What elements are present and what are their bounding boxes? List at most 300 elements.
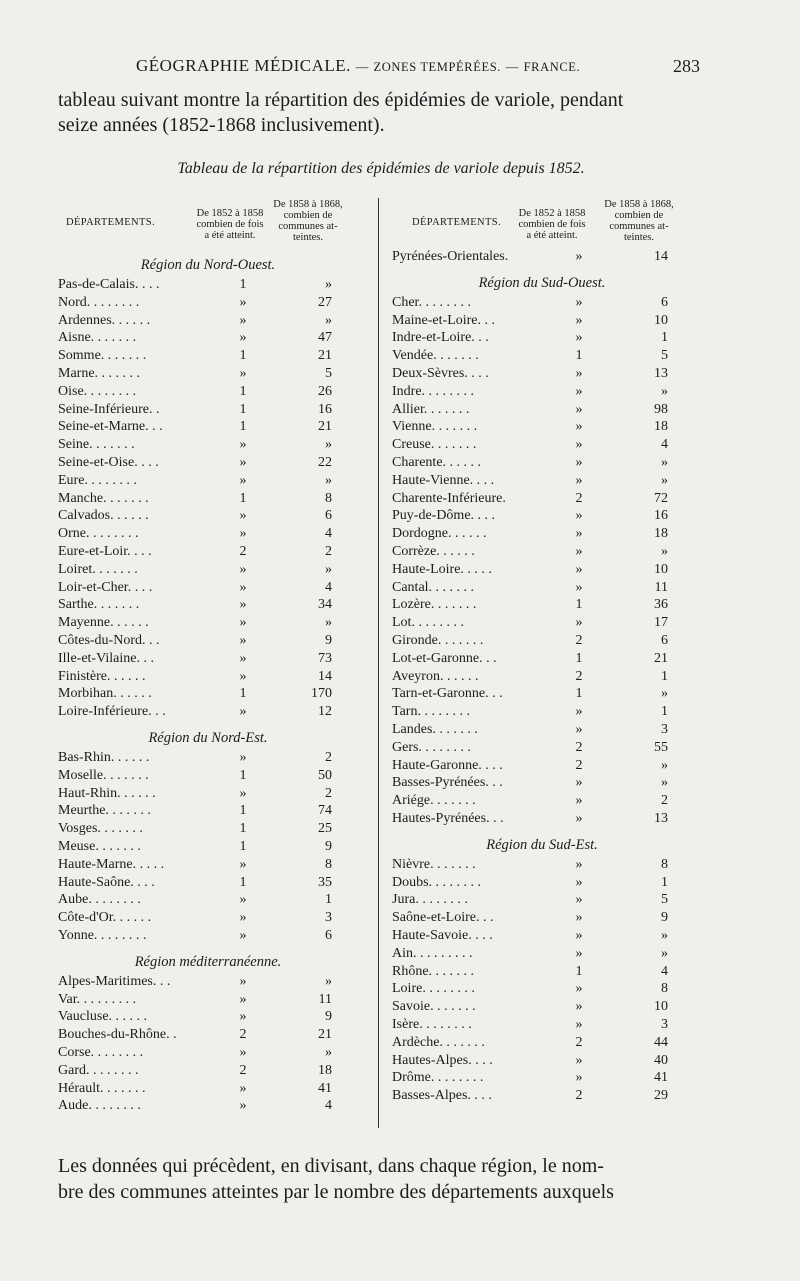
communes-1858-1868: 11	[654, 579, 668, 595]
department-name: Vienne. . . . . . .	[392, 419, 478, 435]
epidemics-1852-1858: 2	[575, 490, 583, 506]
department-name: Seine-et-Oise. . . .	[58, 455, 159, 470]
communes-1858-1868: 6	[661, 294, 668, 310]
department-name: Haute-Loire. . . . .	[392, 561, 492, 577]
right-column-headers	[386, 199, 704, 245]
epidemics-1852-1858: »	[575, 294, 583, 310]
table-row	[58, 768, 358, 786]
communes-1858-1868: 10	[654, 999, 668, 1015]
table-row	[392, 651, 692, 669]
communes-1858-1868: 74	[318, 803, 332, 819]
table-row	[58, 704, 358, 722]
header-col2-line: communes at-	[609, 221, 669, 232]
department-name: Corrèze. . . . . .	[392, 544, 475, 559]
epidemics-1852-1858: »	[239, 633, 247, 648]
department-name: Calvados. . . . . .	[58, 508, 149, 524]
department-name: Vendée. . . . . . .	[392, 348, 479, 364]
epidemics-1852-1858: »	[575, 544, 583, 559]
communes-1858-1868: 4	[325, 1098, 332, 1114]
communes-1858-1868: 72	[654, 490, 668, 506]
communes-1858-1868: 16	[318, 401, 332, 417]
table-row	[58, 1063, 358, 1081]
epidemics-1852-1858: »	[575, 526, 583, 542]
column-divider	[378, 198, 379, 1128]
epidemics-1852-1858: 1	[239, 839, 247, 854]
communes-1858-1868: 18	[654, 419, 668, 435]
epidemics-1852-1858: »	[239, 704, 247, 720]
communes-1858-1868: 1	[661, 668, 668, 684]
epidemics-1852-1858: »	[575, 508, 583, 524]
epidemics-1852-1858: »	[575, 945, 583, 961]
department-name: Eure. . . . . . . .	[58, 472, 137, 488]
intro-line: tableau suivant montre la répartition des épidémies de variole, pendant	[58, 89, 624, 111]
header-col2	[598, 199, 680, 243]
communes-1858-1868: »	[661, 544, 668, 559]
table-row	[58, 992, 358, 1010]
epidemics-1852-1858: »	[239, 1080, 247, 1096]
table-row	[392, 249, 692, 267]
communes-1858-1868: 40	[654, 1052, 668, 1068]
epidemics-1852-1858: »	[575, 793, 583, 809]
epidemics-1852-1858: 1	[239, 277, 247, 292]
epidemics-1852-1858: »	[575, 419, 583, 435]
communes-1858-1868: »	[325, 277, 332, 292]
table-row	[392, 544, 692, 562]
communes-1858-1868: 21	[654, 650, 668, 666]
header-col2-line: communes at-	[278, 221, 338, 232]
department-name: Ille-et-Vilaine. . .	[58, 650, 154, 666]
department-name: Nièvre. . . . . . .	[392, 856, 476, 872]
communes-1858-1868: »	[325, 472, 332, 488]
department-name: Gers. . . . . . . .	[392, 739, 471, 755]
epidemics-1852-1858: »	[239, 1045, 247, 1060]
closing-paragraph	[58, 1153, 704, 1205]
epidemics-1852-1858: 1	[239, 348, 247, 364]
department-name: Alpes-Maritimes. . .	[58, 973, 171, 989]
table-row	[58, 974, 358, 992]
table-row	[392, 686, 692, 704]
header-col1-line: combien de fois	[518, 219, 586, 230]
epidemics-1852-1858: »	[239, 472, 247, 488]
table-row	[58, 928, 358, 946]
table-row	[58, 686, 358, 704]
communes-1858-1868: »	[661, 455, 668, 470]
table-row	[58, 1045, 358, 1063]
epidemics-1852-1858: 1	[575, 348, 583, 364]
header-col2-line: teintes.	[292, 232, 324, 243]
table-row	[392, 455, 692, 473]
epidemics-1852-1858: 2	[575, 739, 583, 755]
table-row	[392, 384, 692, 402]
department-name: Aisne. . . . . . .	[58, 330, 137, 346]
communes-1858-1868: 73	[318, 650, 332, 666]
department-name: Nord. . . . . . . .	[58, 294, 140, 310]
epidemics-1852-1858: »	[239, 437, 247, 453]
table-row	[392, 722, 692, 740]
table-row	[58, 348, 358, 366]
department-name: Haute-Marne. . . . .	[58, 856, 165, 872]
department-name: Yonne. . . . . . . .	[58, 928, 147, 943]
table-row	[392, 669, 692, 687]
department-name: Seine. . . . . . .	[58, 437, 135, 453]
communes-1858-1868: 10	[654, 312, 668, 328]
epidemics-1852-1858: »	[239, 455, 247, 470]
communes-1858-1868: 1	[661, 330, 668, 346]
department-name: Tarn. . . . . . . .	[392, 704, 470, 720]
department-name: Lot. . . . . . . .	[392, 615, 464, 631]
communes-1858-1868: 2	[661, 793, 668, 809]
communes-1858-1868: 22	[318, 455, 332, 470]
communes-1858-1868: 9	[325, 1009, 332, 1025]
communes-1858-1868: 8	[325, 490, 332, 506]
table-row	[392, 758, 692, 776]
department-name: Loire. . . . . . . .	[392, 981, 475, 997]
epidemics-1852-1858: »	[575, 704, 583, 720]
header-col2-line: teintes.	[623, 232, 655, 243]
header-country: FRANCE.	[523, 60, 581, 74]
header-col1-line: combien de fois	[196, 219, 264, 230]
table-row	[58, 821, 358, 839]
communes-1858-1868: 34	[318, 597, 332, 613]
epidemics-1852-1858: »	[575, 472, 583, 488]
department-name: Gironde. . . . . . .	[392, 633, 484, 648]
epidemics-1852-1858: »	[575, 579, 583, 595]
table-row	[58, 1027, 358, 1045]
region-heading: Région du Nord-Est.	[148, 730, 268, 746]
table-row	[392, 981, 692, 999]
epidemics-1852-1858: 1	[239, 490, 247, 506]
communes-1858-1868: 10	[654, 561, 668, 577]
communes-1858-1868: 8	[325, 856, 332, 872]
communes-1858-1868: »	[661, 757, 668, 773]
department-name: Lot-et-Garonne. . .	[392, 650, 497, 666]
communes-1858-1868: 21	[318, 1027, 332, 1043]
table-row	[392, 1053, 692, 1071]
epidemics-1852-1858: »	[575, 366, 583, 381]
epidemics-1852-1858: 1	[575, 686, 583, 702]
department-name: Haute-Savoie. . . .	[392, 928, 493, 943]
epidemics-1852-1858: 1	[575, 650, 583, 666]
department-name: Hérault. . . . . . .	[58, 1080, 146, 1096]
table-row	[58, 473, 358, 491]
table-row	[58, 1009, 358, 1027]
header-title	[136, 56, 580, 76]
header-dash-1: —	[355, 60, 369, 74]
department-name: Finistère. . . . . .	[58, 668, 146, 684]
table-row	[392, 313, 692, 331]
table-row	[58, 839, 358, 857]
communes-1858-1868: 3	[661, 1017, 668, 1032]
department-name: Bas-Rhin. . . . . .	[58, 750, 150, 765]
left-table-column	[58, 249, 358, 1129]
communes-1858-1868: 8	[661, 856, 668, 872]
epidemics-1852-1858: »	[575, 910, 583, 926]
header-col1-line: De 1852 à 1858	[196, 208, 264, 219]
department-name: Cher. . . . . . . .	[392, 294, 471, 310]
epidemics-1852-1858: »	[239, 597, 247, 613]
epidemics-1852-1858: »	[239, 1009, 247, 1025]
table-row	[392, 419, 692, 437]
communes-1858-1868: 3	[661, 722, 668, 737]
epidemics-1852-1858: 2	[575, 633, 583, 648]
table-row	[392, 402, 692, 420]
department-name: Meuse. . . . . . .	[58, 839, 141, 854]
table-row	[58, 330, 358, 348]
epidemics-1852-1858: »	[575, 928, 583, 943]
communes-1858-1868: 41	[654, 1070, 668, 1086]
epidemics-1852-1858: »	[575, 981, 583, 997]
communes-1858-1868: 18	[654, 526, 668, 542]
communes-1858-1868: 9	[325, 633, 332, 648]
communes-1858-1868: »	[325, 1045, 332, 1060]
epidemics-1852-1858: »	[575, 856, 583, 872]
epidemics-1852-1858: 1	[575, 963, 583, 979]
table-row	[58, 857, 358, 875]
communes-1858-1868: 4	[661, 963, 668, 979]
table-row	[58, 910, 358, 928]
table-row	[392, 580, 692, 598]
header-col1-line: a été atteint.	[526, 230, 578, 241]
epidemics-1852-1858: »	[239, 650, 247, 666]
header-col1-line: De 1852 à 1858	[518, 208, 586, 219]
table-row	[58, 455, 358, 473]
communes-1858-1868: 11	[318, 991, 332, 1007]
department-name: Haute-Saône. . . .	[58, 874, 155, 890]
table-row	[58, 295, 358, 313]
table-row	[392, 1035, 692, 1053]
epidemics-1852-1858: »	[575, 892, 583, 908]
communes-1858-1868: 21	[318, 348, 332, 364]
table-row	[58, 892, 358, 910]
epidemics-1852-1858: »	[239, 579, 247, 595]
intro-line: seize années (1852-1868 inclusivement).	[58, 114, 385, 136]
department-name: Côte-d'Or. . . . . .	[58, 910, 152, 926]
communes-1858-1868: 4	[661, 437, 668, 453]
epidemics-1852-1858: 1	[239, 383, 247, 399]
table-row	[58, 437, 358, 455]
department-name: Lozère. . . . . . .	[392, 597, 477, 613]
department-name: Hautes-Alpes. . . .	[392, 1052, 493, 1068]
epidemics-1852-1858: »	[239, 750, 247, 765]
header-col2-line: De 1858 à 1868,	[604, 199, 674, 210]
header-departments: DÉPARTEMENTS.	[412, 217, 502, 228]
table-row	[392, 615, 692, 633]
table-row	[392, 295, 692, 313]
header-zones: ZONES TEMPÉRÉES.	[373, 60, 501, 74]
communes-1858-1868: 6	[325, 928, 332, 943]
header-col1	[516, 208, 588, 241]
epidemics-1852-1858: »	[575, 330, 583, 346]
epidemics-1852-1858: 2	[239, 1062, 247, 1078]
communes-1858-1868: »	[661, 472, 668, 488]
epidemics-1852-1858: »	[239, 526, 247, 542]
department-name: Ardèche. . . . . . .	[392, 1034, 485, 1050]
department-name: Indre-et-Loire. . .	[392, 330, 489, 346]
table-row	[58, 803, 358, 821]
epidemics-1852-1858: 2	[575, 1088, 583, 1104]
communes-1858-1868: 5	[661, 348, 668, 364]
department-name: Pas-de-Calais. . . .	[58, 277, 160, 292]
epidemics-1852-1858: 1	[239, 419, 247, 435]
table-row	[392, 857, 692, 875]
header-col1-line: a été atteint.	[204, 230, 256, 241]
table-row	[58, 366, 358, 384]
table-row	[58, 580, 358, 598]
epidemics-1852-1858: 1	[239, 874, 247, 890]
epidemics-1852-1858: »	[239, 785, 247, 801]
communes-1858-1868: 44	[654, 1034, 668, 1050]
header-col2-line: De 1858 à 1868,	[273, 199, 343, 210]
department-name: Vaucluse. . . . . .	[58, 1009, 148, 1025]
header-dash-2: —	[505, 60, 519, 74]
epidemics-1852-1858: »	[575, 999, 583, 1015]
communes-1858-1868: 47	[318, 330, 332, 346]
department-name: Bouches-du-Rhône. .	[58, 1027, 177, 1043]
communes-1858-1868: 17	[654, 615, 668, 631]
department-name: Gard. . . . . . . .	[58, 1062, 139, 1078]
department-name: Loiret. . . . . . .	[58, 561, 138, 577]
communes-1858-1868: 1	[661, 874, 668, 890]
table-row	[58, 669, 358, 687]
page-number: 283	[673, 56, 700, 76]
epidemics-1852-1858: »	[239, 668, 247, 684]
communes-1858-1868: 98	[654, 401, 668, 417]
epidemics-1852-1858: »	[575, 312, 583, 328]
epidemics-1852-1858: »	[239, 991, 247, 1007]
department-name: Sarthe. . . . . . .	[58, 597, 140, 613]
communes-1858-1868: »	[325, 437, 332, 453]
department-name: Manche. . . . . . .	[58, 490, 149, 506]
department-name: Saône-et-Loire. . .	[392, 910, 494, 926]
table-row	[58, 1098, 358, 1116]
communes-1858-1868: 21	[318, 419, 332, 435]
communes-1858-1868: »	[325, 615, 332, 631]
department-name: Somme. . . . . . .	[58, 348, 147, 364]
header-section: GÉOGRAPHIE MÉDICALE.	[136, 56, 351, 75]
epidemics-1852-1858: 2	[575, 1034, 583, 1050]
communes-1858-1868: 1	[325, 892, 332, 908]
running-header	[58, 56, 704, 82]
communes-1858-1868: »	[325, 561, 332, 577]
department-name: Marne. . . . . . .	[58, 366, 141, 381]
communes-1858-1868: 4	[325, 579, 332, 595]
table-row	[392, 473, 692, 491]
department-name: Haute-Garonne. . . .	[392, 757, 503, 773]
table-row	[58, 651, 358, 669]
epidemics-1852-1858: »	[575, 455, 583, 470]
department-name: Basses-Pyrénées. . .	[392, 775, 503, 791]
department-name: Aveyron. . . . . .	[392, 668, 479, 684]
table-row	[58, 615, 358, 633]
epidemics-1852-1858: »	[239, 928, 247, 943]
epidemics-1852-1858: »	[575, 874, 583, 890]
department-name: Morbihan. . . . . .	[58, 686, 152, 702]
epidemics-1852-1858: »	[575, 722, 583, 737]
department-name: Savoie. . . . . . .	[392, 999, 476, 1015]
communes-1858-1868: 6	[325, 508, 332, 524]
epidemics-1852-1858: 1	[239, 821, 247, 837]
communes-1858-1868: 13	[654, 811, 668, 826]
epidemics-1852-1858: »	[239, 561, 247, 577]
table-row	[392, 562, 692, 580]
epidemics-1852-1858: 1	[239, 767, 247, 783]
epidemics-1852-1858: 1	[239, 401, 247, 417]
communes-1858-1868: 16	[654, 508, 668, 524]
table-row	[58, 633, 358, 651]
communes-1858-1868: 8	[661, 981, 668, 997]
epidemics-1852-1858: »	[575, 811, 583, 826]
communes-1858-1868: 1	[661, 704, 668, 720]
epidemics-1852-1858: »	[239, 615, 247, 631]
epidemics-1852-1858: 2	[575, 757, 583, 773]
communes-1858-1868: 26	[318, 383, 332, 399]
epidemics-1852-1858: 1	[239, 686, 247, 702]
communes-1858-1868: 13	[654, 366, 668, 381]
table-row	[392, 775, 692, 793]
department-name: Mayenne. . . . . .	[58, 615, 149, 631]
table-row	[58, 402, 358, 420]
epidemics-1852-1858: 2	[575, 668, 583, 684]
communes-1858-1868: 3	[325, 910, 332, 926]
department-name: Var. . . . . . . . .	[58, 991, 137, 1007]
department-name: Maine-et-Loire. . .	[392, 312, 496, 328]
department-name: Deux-Sèvres. . . .	[392, 366, 489, 381]
epidemics-1852-1858: »	[575, 1052, 583, 1068]
table-row	[392, 964, 692, 982]
communes-1858-1868: »	[325, 973, 332, 989]
table-row	[392, 875, 692, 893]
epidemics-1852-1858: »	[575, 615, 583, 631]
communes-1858-1868: 14	[318, 668, 332, 684]
department-name: Pyrénées-Orientales.	[392, 249, 509, 264]
right-table-column	[392, 249, 692, 1129]
table-row	[392, 892, 692, 910]
epidemics-1852-1858: »	[239, 910, 247, 926]
communes-1858-1868: »	[661, 686, 668, 702]
department-name: Puy-de-Dôme. . . .	[392, 508, 496, 524]
department-name: Loir-et-Cher. . . .	[58, 579, 153, 595]
department-name: Haut-Rhin. . . . . .	[58, 785, 156, 801]
department-name: Charente. . . . . .	[392, 455, 482, 470]
table-row	[392, 740, 692, 758]
communes-1858-1868: 35	[318, 874, 332, 890]
epidemics-1852-1858: »	[239, 1098, 247, 1114]
header-col1	[194, 208, 266, 241]
table-row	[392, 704, 692, 722]
epidemics-1852-1858: »	[239, 366, 247, 381]
table-row	[392, 348, 692, 366]
department-name: Allier. . . . . . .	[392, 401, 470, 417]
epidemics-1852-1858: 1	[239, 803, 247, 819]
epidemics-1852-1858: »	[239, 330, 247, 346]
department-name: Cantal. . . . . . .	[392, 579, 475, 595]
table-row	[392, 633, 692, 651]
department-name: Haute-Vienne. . . .	[392, 472, 495, 488]
department-name: Doubs. . . . . . . .	[392, 874, 482, 890]
communes-1858-1868: 12	[318, 704, 332, 720]
table-row	[58, 277, 358, 295]
communes-1858-1868: 18	[318, 1062, 332, 1078]
epidemics-1852-1858: »	[239, 508, 247, 524]
table-row	[392, 508, 692, 526]
epidemics-1852-1858: »	[575, 1070, 583, 1086]
department-name: Orne. . . . . . . .	[58, 526, 139, 542]
department-name: Ain. . . . . . . . .	[392, 945, 473, 961]
table-row	[58, 544, 358, 562]
department-name: Dordogne. . . . . .	[392, 526, 487, 542]
table-row	[58, 750, 358, 768]
communes-1858-1868: 29	[654, 1088, 668, 1104]
